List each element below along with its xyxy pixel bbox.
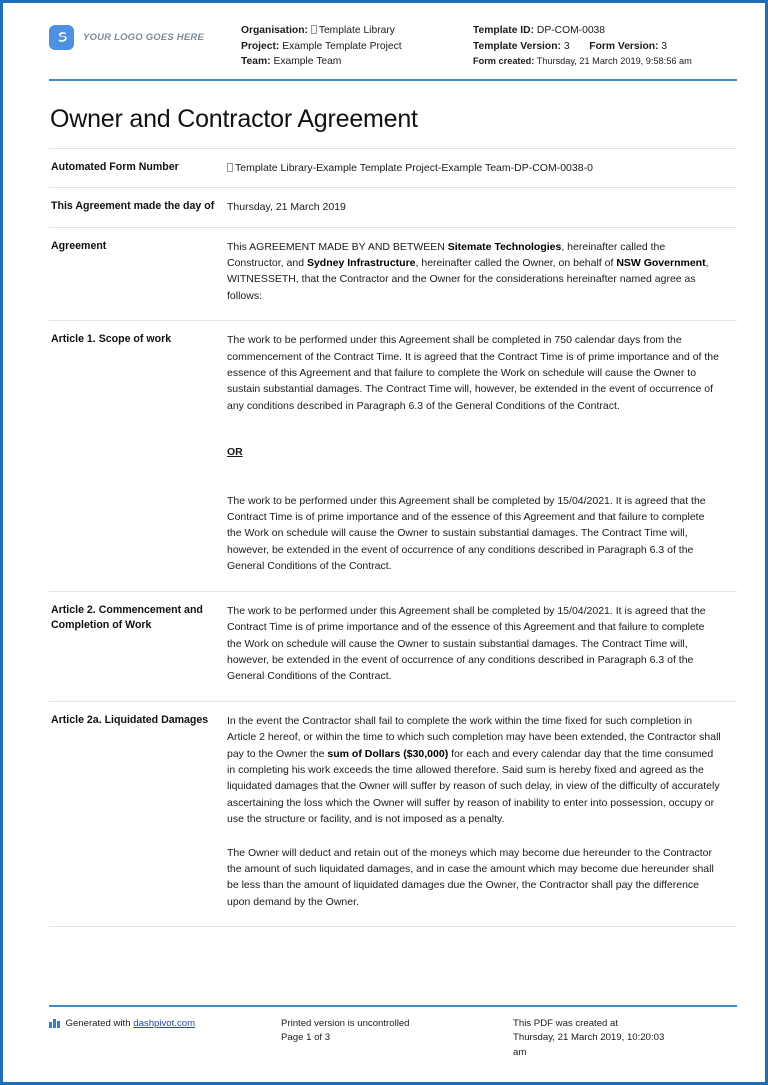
agreement-part3: , hereinafter called the Owner, on behalf of: [415, 257, 617, 269]
field-row-agreement: [49, 227, 737, 321]
bar-chart-icon: [49, 1018, 60, 1028]
field-row-agreement-date: [49, 187, 737, 226]
field-value-article-2a: [227, 713, 737, 910]
article2a-p1-part1: In the event the Contractor shall fail to complete the work within the time fixed for such completion in Article 2 hereof, or within the time to which such completion may have been extended, the Contractor shall pay to the Owner the: [227, 714, 721, 760]
team-value: Example Team: [273, 56, 342, 68]
field-label: Automated Form Number: [51, 160, 179, 173]
form-version-value: 3: [661, 40, 668, 52]
team-label: Team:: [241, 56, 271, 68]
article1-para2: The work to be performed under this Agreement shall be completed by 15/04/2021. It is agreed that the Contract Time is of prime importance and of the essence of this Agreement and that failure to complete the Work on schedule will cause the Owner to sustain substantial damages. The Contract Time will, however, be extended in the event of occurrence of any conditions described in Paragraph 6.3 of the General Conditions of the Contract.: [227, 494, 706, 573]
document-header: [49, 17, 737, 70]
page-inner: [3, 3, 765, 1082]
field-row-article-1: [49, 320, 737, 590]
dashpivot-link[interactable]: dashpivot.com: [133, 1017, 196, 1029]
placeholder-glyph-icon: [227, 163, 233, 172]
organisation-label: Organisation:: [241, 25, 308, 36]
form-created-value: Thursday, 21 March 2019, 9:58:56 am: [536, 56, 692, 67]
form-created-row: [473, 54, 737, 70]
field-row-article-2: [49, 591, 737, 701]
form-created-label: Form created:: [473, 56, 535, 67]
template-id-value: DP-COM-0038: [536, 25, 605, 36]
team-row: [241, 54, 473, 70]
field-label: Article 2a. Liquidated Damages: [51, 713, 209, 726]
header-meta-right: [473, 23, 737, 70]
field-label: This Agreement made the day of: [51, 200, 215, 213]
field-value-agreement: [227, 239, 737, 305]
document-footer: [49, 1005, 737, 1061]
article2a-p1-part2: for each and every calendar day that the time consumed in completing his work exceeds the time allowed therefore. Said sum is hereby fixed and agreed as the liquidated damages that the Owner will suffer by reason of such delay, in view of the difficulty of accurately ascertaining the loss which the Owner will suffer by reason of inability to enter into possession, occupy or use the structure or facility, and is not imposed as a penalty.: [227, 747, 720, 826]
organisation-value: Template Library: [318, 25, 395, 36]
agreement-bold-constructor: Sitemate Technologies: [447, 240, 562, 253]
pdf-created-line3: am: [513, 1046, 527, 1058]
article2a-para1: [227, 713, 721, 828]
agreement-bold-government: NSW Government: [616, 257, 706, 269]
field-value-article-2: [227, 603, 737, 685]
project-value: Example Template Project: [282, 40, 402, 52]
template-id-row: [473, 23, 737, 39]
generated-with-text: [66, 1017, 196, 1032]
field-row-article-2a: [49, 701, 737, 926]
page-number-line: Page 1 of 3: [281, 1032, 331, 1043]
footer-pdf-created: [513, 1017, 737, 1061]
template-id-label: Template ID:: [473, 25, 535, 36]
project-row: [241, 39, 473, 55]
agreement-part1: This AGREEMENT MADE BY AND BETWEEN: [227, 240, 448, 253]
agreement-part4: , WITNESSETH, that the Contractor and the Owner for the considerations hereinafter named agree as follows:: [227, 257, 709, 302]
organisation-row: [241, 23, 473, 39]
pdf-created-line2: Thursday, 21 March 2019, 10:20:03: [513, 1032, 665, 1043]
sitemate-s-logo-icon: [49, 25, 74, 50]
page-title: Owner and Contractor Agreement: [50, 104, 418, 133]
footer-generated-with: [49, 1017, 281, 1061]
logo-block: [49, 23, 241, 50]
header-divider: [49, 79, 737, 81]
field-value: Thursday, 21 March 2019: [227, 201, 346, 214]
field-row-automated-form-number: [49, 148, 737, 187]
article2a-sum-of-dollars: sum of Dollars ($30,000): [327, 747, 449, 760]
header-meta-left: [241, 23, 473, 70]
version-row: [473, 39, 737, 55]
template-version-label: Template Version:: [473, 40, 561, 52]
field-label: Article 1. Scope of work: [51, 333, 172, 346]
project-label: Project:: [241, 40, 280, 52]
field-value: [227, 160, 737, 176]
form-version-label: Form Version:: [589, 40, 659, 52]
footer-columns: [49, 1017, 737, 1061]
field-value-article-1: [227, 332, 737, 574]
agreement-bold-owner: Sydney Infrastructure: [306, 257, 416, 269]
logo-placeholder-text: YOUR LOGO GOES HERE: [83, 32, 204, 43]
article1-or-separator: OR: [227, 446, 243, 459]
article2-para1: The work to be performed under this Agreement shall be completed by 15/04/2021. It is agreed that the Contract Time is of prime importance and of the essence of this Agreement and that failure to complete the Work on schedule will cause the Owner to sustain substantial damages. The Contract Time will, however, be extended in the event of occurrence of any conditions described in Paragraph 6.3 of the General Conditions of the Contract.: [227, 604, 706, 683]
footer-divider: [49, 1005, 737, 1007]
field-label: Agreement: [51, 239, 107, 252]
placeholder-glyph-icon: [311, 25, 317, 34]
agreement-part2: , hereinafter called the Constructor, and: [227, 240, 666, 269]
fields-table: [49, 148, 737, 927]
field-label: Article 2. Commencement and Completion of Work: [51, 603, 203, 632]
article1-para1: The work to be performed under this Agreement shall be completed in 750 calendar days from the commencement of the Contract Time. It is agreed that the Contract Time is of prime importance and of the essence of this Agreement and that failure to complete the Work on schedule will cause the Owner to sustain substantial damages. The Contract Time will, however, be extended in the event of occurrence of any conditions described in Paragraph 6.3 of the General Conditions of the Contract.: [227, 334, 719, 412]
article2a-para2: The Owner will deduct and retain out of the moneys which may become due hereunder to the Contractor the amount of such liquidated damages, and in case the amount which may become due hereunder shall be less than the amount of liquidated damages due the Owner, the Contractor shall pay the difference upon demand by the Owner.: [227, 846, 714, 908]
printed-version-line: Printed version is uncontrolled: [281, 1017, 410, 1029]
pdf-created-line1: This PDF was created at: [513, 1017, 619, 1029]
template-version-value: 3: [563, 40, 570, 52]
generated-prefix: Generated with: [65, 1017, 134, 1029]
automated-form-number-text: Template Library-Example Template Project-Example Team-DP-COM-0038-0: [235, 161, 593, 174]
fields-bottom-divider: [49, 926, 737, 927]
footer-print-notice: [281, 1017, 513, 1061]
